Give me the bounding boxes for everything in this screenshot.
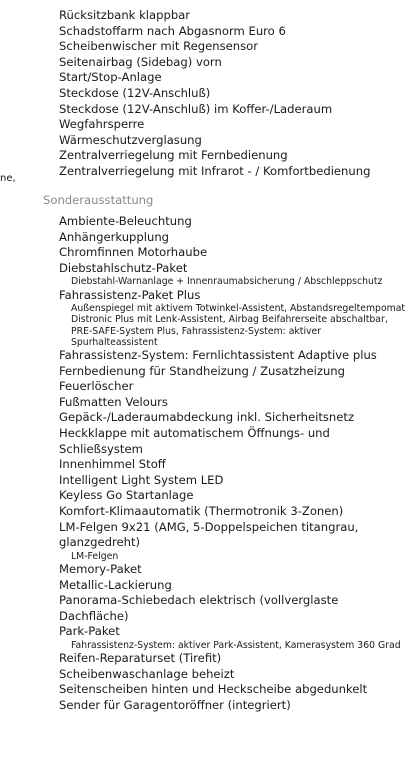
standard-item: Zentralverriegelung mit Infrarot - / Komfortbedienung — [59, 163, 371, 178]
option-label: Heckklappe mit automatischem Öffnungs- und Schließsystem — [59, 425, 330, 456]
option-item — [59, 667, 407, 683]
option-item — [59, 488, 407, 504]
option-label: Metallic-Lackierung — [59, 577, 172, 592]
standard-item: Start/Stop-Anlage — [59, 70, 162, 85]
option-item — [59, 395, 407, 411]
option-label: Fahrassistenz-System: Fernlichtassistent Adaptive plus — [59, 347, 377, 362]
option-item — [59, 426, 407, 457]
option-label: Keyless Go Startanlage — [59, 488, 194, 503]
option-label: Seitenscheiben hinten und Heckscheibe abgedunkelt — [59, 682, 368, 697]
option-item — [59, 624, 407, 651]
option-label: Innenhimmel Stoff — [59, 457, 166, 472]
option-item — [59, 410, 407, 426]
section-heading-sonderausstattung: Sonderausstattung — [43, 193, 154, 207]
standard-item: Scheibenwischer mit Regensensor — [59, 39, 259, 54]
option-item — [59, 473, 407, 489]
standard-item: Rücksitzbank klappbar — [59, 8, 191, 22]
option-detail: Fahrassistenz-System: aktiver Park-Assistent, Kamerasystem 360 Grad — [71, 639, 401, 651]
option-label: Fahrassistenz-Paket Plus — [59, 287, 201, 302]
option-item — [59, 698, 407, 714]
option-item — [59, 245, 407, 261]
option-item — [59, 214, 407, 230]
option-detail: Außenspiegel mit aktivem Totwinkel-Assistent, Abstandsregeltempomat Distronic Plus mit Lenk-Assistent, Airbag Beifahrerseite abschaltbar, PRE-SAFE-System Plus, Fahrassistenz-System: aktiver Spurhalteassistent — [71, 303, 406, 348]
standard-item: Wegfahrsperre — [59, 117, 145, 132]
option-item — [59, 261, 407, 288]
option-item — [59, 504, 407, 520]
option-label: Park-Paket — [59, 624, 120, 639]
option-label: Fernbedienung für Standheizung / Zusatzheizung — [59, 363, 345, 378]
option-label: Sender für Garagentoröffner (integriert) — [59, 697, 291, 712]
option-label: Diebstahlschutz-Paket — [59, 260, 188, 275]
option-label: LM-Felgen 9x21 (AMG, 5-Doppelspeichen titangrau, glanzgedreht) — [59, 519, 359, 550]
option-label: Memory-Paket — [59, 561, 142, 576]
option-label: Panorama-Schiebedach elektrisch (vollverglaste Dachfläche) — [59, 593, 339, 623]
option-label: Scheibenwaschanlage beheizt — [59, 666, 235, 681]
option-label: Fußmatten Velours — [59, 394, 168, 409]
option-label: Feuerlöscher — [59, 379, 134, 394]
option-label: Komfort-Klimaautomatik (Thermotronik 3-Zonen) — [59, 503, 344, 518]
option-label: Gepäck-/Laderaumabdeckung inkl. Sicherheitsnetz — [59, 410, 355, 425]
standard-item: Zentralverriegelung mit Fernbedienung — [59, 148, 288, 163]
standard-item: Seitenairbag (Sidebag) vorn — [59, 54, 222, 69]
option-label: Chromfinnen Motorhaube — [59, 245, 208, 260]
option-label: Intelligent Light System LED — [59, 472, 224, 487]
option-item — [59, 593, 407, 624]
option-item — [59, 230, 407, 246]
option-label: Reifen-Reparaturset (Tirefit) — [59, 651, 222, 666]
option-item — [59, 520, 407, 562]
option-label: Ambiente-Beleuchtung — [59, 214, 192, 228]
standard-item: Steckdose (12V-Anschluß) — [59, 85, 211, 100]
left-text-fragment: ne, — [0, 173, 16, 184]
standard-item: Wärmeschutzverglasung — [59, 132, 202, 147]
option-item — [59, 288, 407, 348]
option-detail: Diebstahl-Warnanlage + Innenraumabsicherung / Abschleppschutz — [71, 276, 383, 288]
option-item — [59, 578, 407, 594]
option-item — [59, 457, 407, 473]
standard-item: Schadstoffarm nach Abgasnorm Euro 6 — [59, 23, 286, 38]
standard-equipment-list — [59, 8, 409, 180]
option-item — [59, 651, 407, 667]
option-item — [59, 348, 407, 364]
option-item — [59, 562, 407, 578]
option-item — [59, 379, 407, 395]
standard-item: Steckdose (12V-Anschluß) im Koffer-/Laderaum — [59, 101, 333, 116]
option-item — [59, 682, 407, 698]
optional-equipment-list — [59, 214, 407, 713]
option-detail: LM-Felgen — [71, 550, 119, 562]
option-item — [59, 364, 407, 380]
option-label: Anhängerkupplung — [59, 229, 170, 244]
